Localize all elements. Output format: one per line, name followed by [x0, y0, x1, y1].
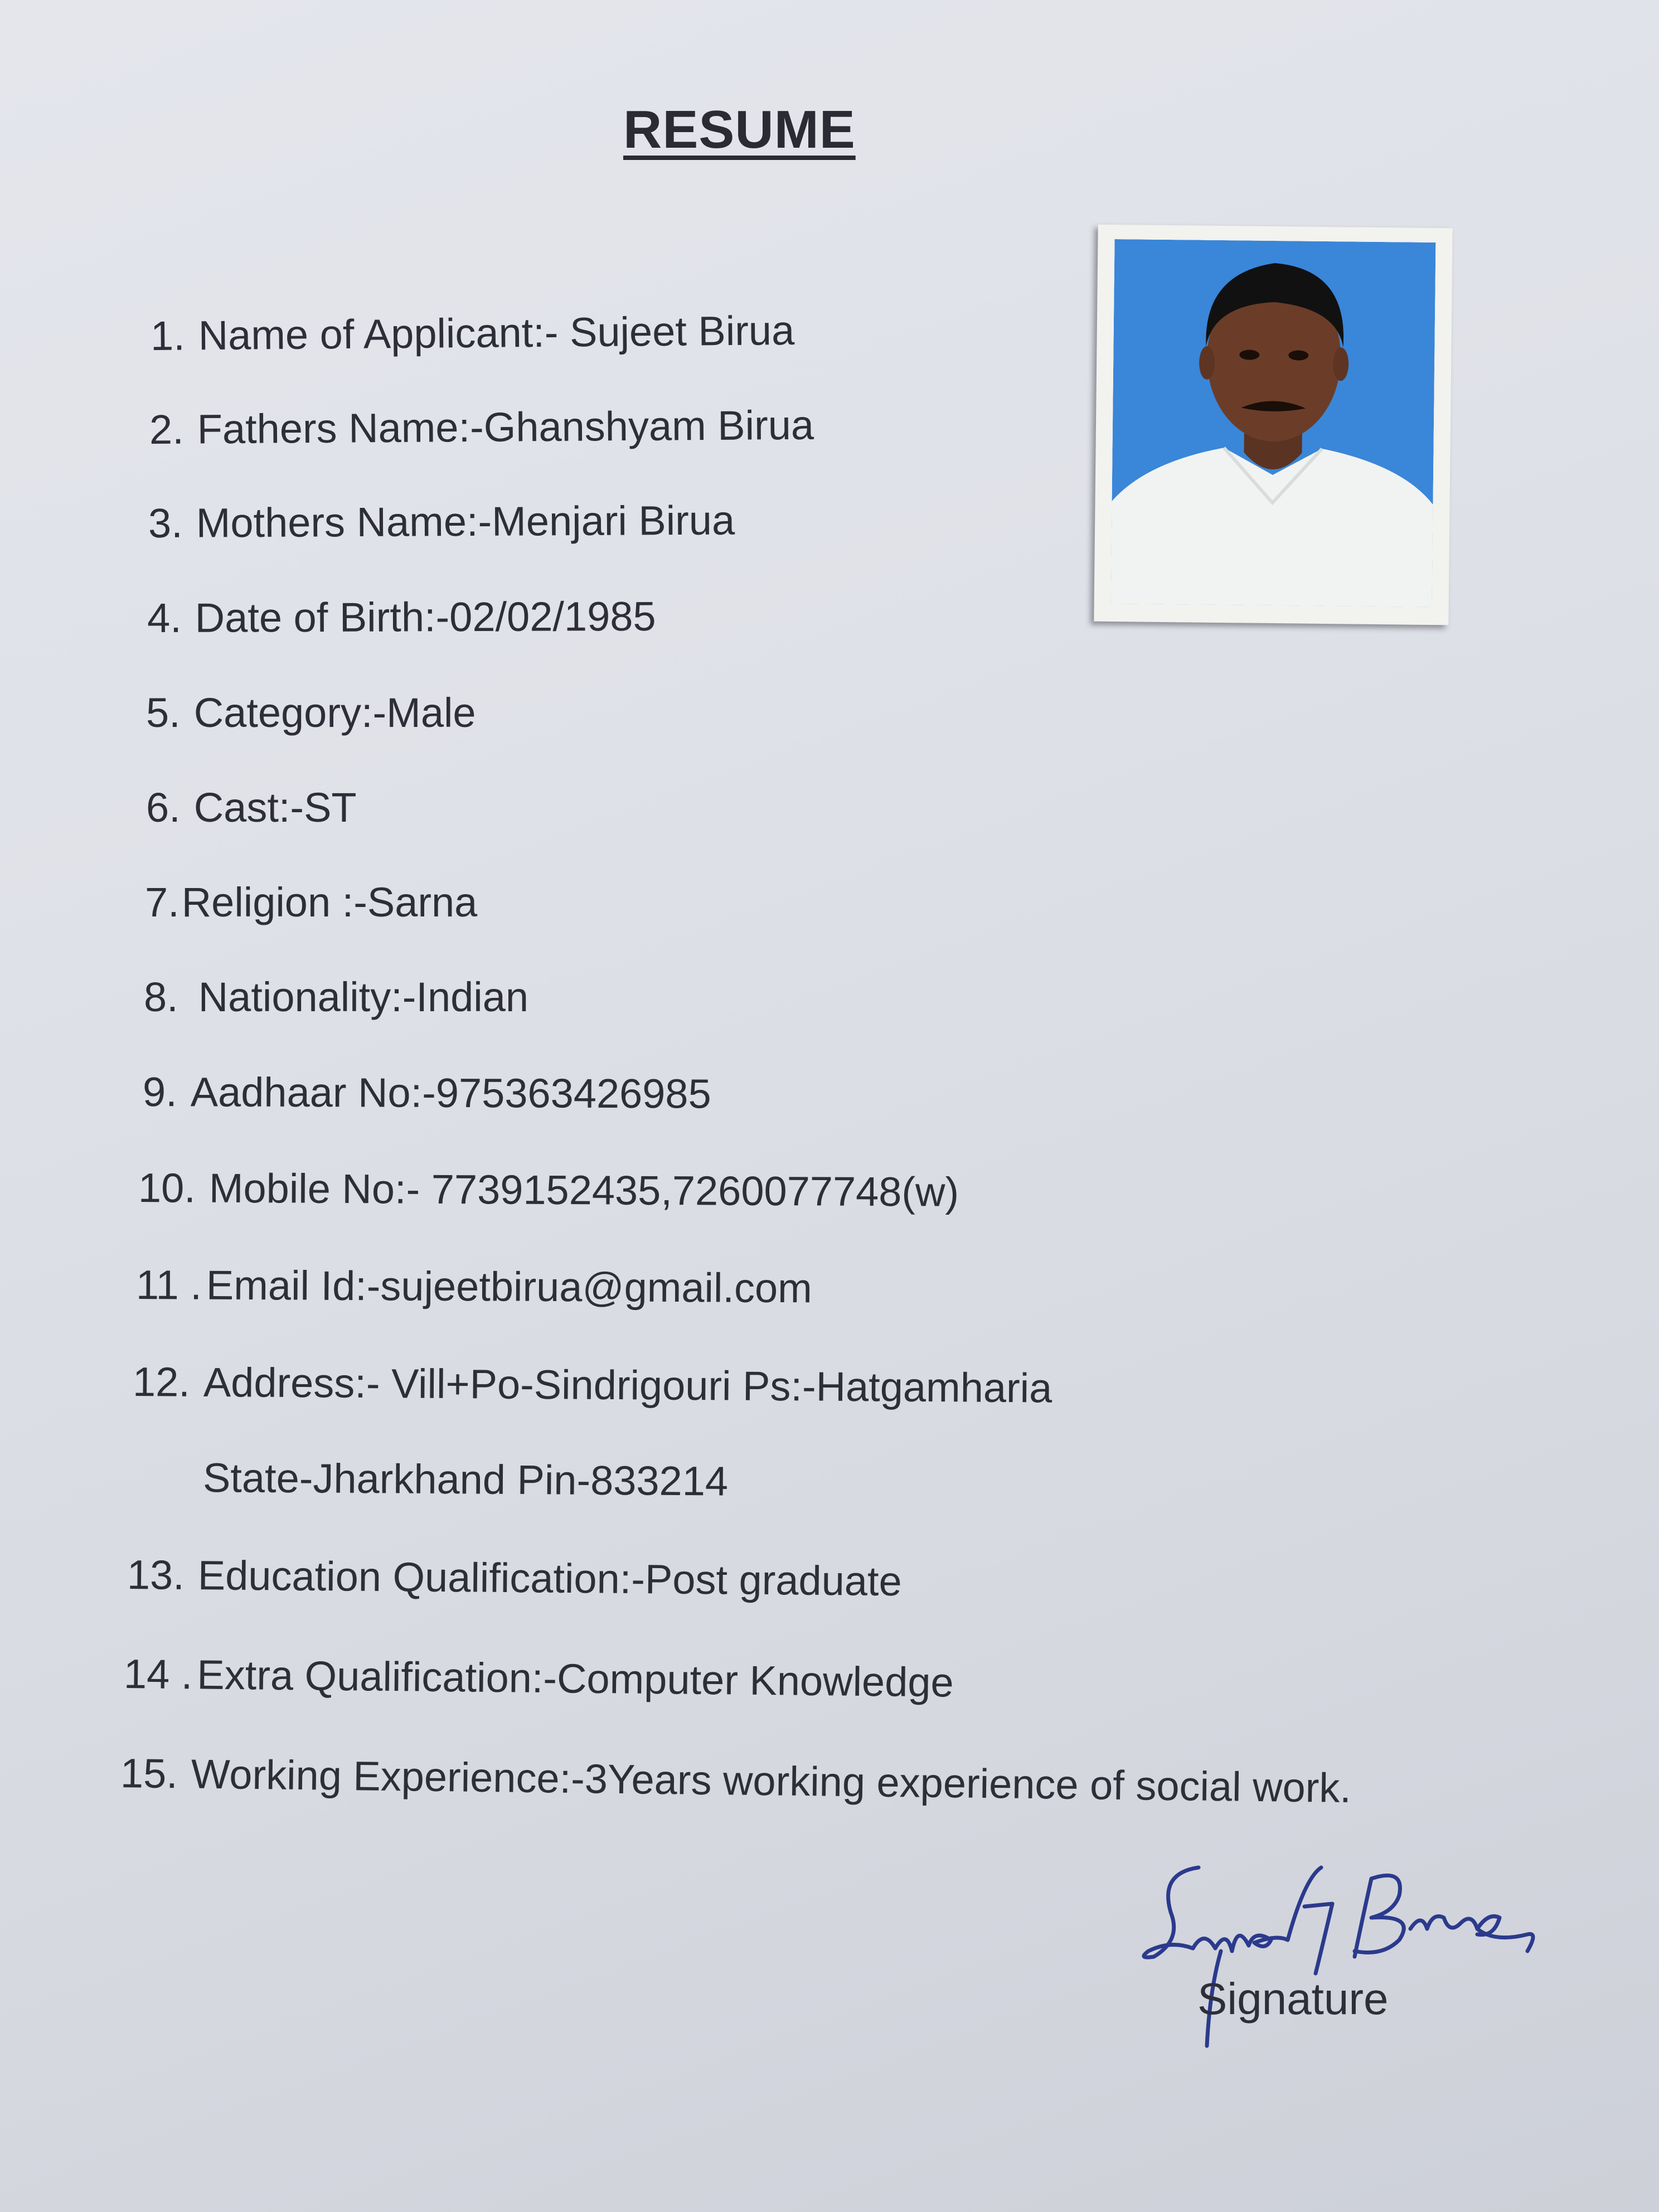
list-item-address-line2	[203, 1454, 729, 1505]
portrait-image	[1111, 239, 1436, 607]
item-text: Date of Birth:-02/02/1985	[195, 593, 656, 641]
item-number: 10.	[138, 1165, 196, 1211]
item-text: Address:- Vill+Po-Sindrigouri Ps:-Hatgamharia	[203, 1359, 1052, 1411]
item-number: 12.	[132, 1359, 191, 1405]
applicant-photo	[1111, 239, 1436, 607]
list-item-dob	[147, 593, 656, 642]
item-text: Religion :-Sarna	[181, 879, 478, 925]
list-item-nationality	[144, 973, 528, 1021]
list-item-category	[146, 689, 476, 736]
signature-image	[1137, 1845, 1583, 2068]
list-item-education	[127, 1551, 902, 1605]
item-text: Aadhaar No:-975363426985	[190, 1069, 711, 1117]
item-number: 1.	[150, 312, 186, 359]
item-text: Nationality:-Indian	[198, 974, 529, 1020]
item-number: 13.	[127, 1551, 185, 1598]
item-number: 11 .	[135, 1262, 202, 1308]
list-item-father	[149, 401, 814, 453]
item-number: 9.	[142, 1069, 177, 1115]
list-item-name	[151, 307, 795, 360]
list-item-extra-qualification	[124, 1650, 954, 1706]
item-number: 5.	[146, 690, 181, 736]
item-number: 2.	[149, 406, 185, 453]
page-title: RESUME	[623, 100, 856, 159]
list-item-religion	[145, 879, 477, 926]
list-item-experience	[120, 1749, 1351, 1812]
item-text: Education Qualification:-Post graduate	[197, 1552, 903, 1605]
list-item-aadhaar	[143, 1068, 711, 1118]
list-item-email	[136, 1261, 812, 1312]
item-text: Extra Qualification:-Computer Knowledge	[196, 1651, 954, 1706]
item-text: Mobile No:- 7739152435,7260077748(w)	[208, 1165, 959, 1215]
item-number: 7.	[145, 879, 180, 925]
item-text: State-Jharkhand Pin-833214	[202, 1454, 729, 1505]
list-item-cast	[146, 784, 357, 831]
item-number: 6.	[146, 784, 181, 831]
signature-label: Signature	[1197, 1974, 1389, 2024]
photo-frame	[1094, 225, 1452, 625]
item-text: Fathers Name:-Ghanshyam Birua	[197, 401, 814, 453]
item-text: Cast:-ST	[193, 784, 357, 831]
item-text: Mothers Name:-Menjari Birua	[196, 497, 735, 546]
item-number: 15.	[120, 1750, 178, 1797]
list-item-address	[133, 1358, 1052, 1412]
item-number: 14 .	[123, 1651, 193, 1698]
item-text: Email Id:-sujeetbirua@gmail.com	[206, 1262, 812, 1312]
item-text: Name of Applicant:- Sujeet Birua	[198, 307, 795, 359]
item-number: 8.	[144, 974, 178, 1020]
item-number: 3.	[148, 499, 183, 546]
item-text: Working Experience:-3Years working experience of social work.	[191, 1750, 1352, 1811]
item-text: Category:-Male	[193, 690, 476, 736]
list-item-mother	[148, 496, 735, 547]
item-number: 4.	[147, 594, 182, 641]
signature-handwriting	[1137, 1845, 1583, 2068]
list-item-mobile	[138, 1164, 959, 1216]
